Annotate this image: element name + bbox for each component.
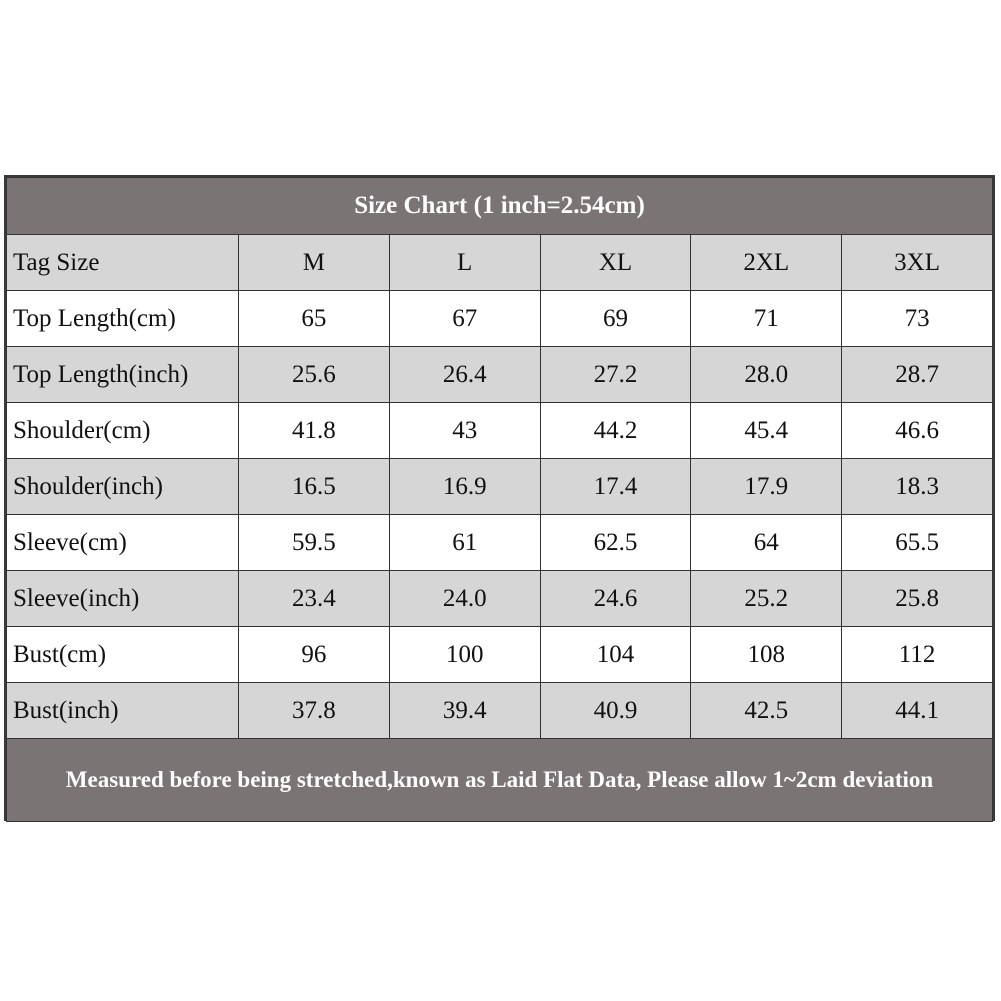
table-row <box>7 627 993 683</box>
table-row <box>7 291 993 347</box>
size-header-3xl: 3XL <box>842 235 993 291</box>
footer-note: Measured before being stretched,known as Laid Flat Data, Please allow 1~2cm deviation <box>7 739 993 822</box>
row-label: Shoulder(inch) <box>7 459 239 515</box>
table-cell: 17.9 <box>691 459 842 515</box>
row-label: Bust(cm) <box>7 627 239 683</box>
table-row <box>7 515 993 571</box>
table-cell: 25.8 <box>842 571 993 627</box>
table-row <box>7 459 993 515</box>
table-cell: 25.6 <box>239 347 390 403</box>
table-row <box>7 571 993 627</box>
table-cell: 69 <box>540 291 691 347</box>
table-cell: 23.4 <box>239 571 390 627</box>
row-label: Top Length(cm) <box>7 291 239 347</box>
table-cell: 17.4 <box>540 459 691 515</box>
table-cell: 42.5 <box>691 683 842 739</box>
table-cell: 28.7 <box>842 347 993 403</box>
table-cell: 40.9 <box>540 683 691 739</box>
table-cell: 62.5 <box>540 515 691 571</box>
tag-size-header: Tag Size <box>7 235 239 291</box>
table-row <box>7 683 993 739</box>
row-label: Bust(inch) <box>7 683 239 739</box>
table-cell: 25.2 <box>691 571 842 627</box>
table-row <box>7 347 993 403</box>
table-cell: 37.8 <box>239 683 390 739</box>
table-cell: 24.6 <box>540 571 691 627</box>
table-cell: 71 <box>691 291 842 347</box>
size-chart <box>4 175 995 821</box>
chart-title: Size Chart (1 inch=2.54cm) <box>7 178 993 235</box>
table-cell: 104 <box>540 627 691 683</box>
header-row <box>7 235 993 291</box>
table-cell: 65 <box>239 291 390 347</box>
size-table <box>6 177 993 822</box>
row-label: Sleeve(cm) <box>7 515 239 571</box>
table-cell: 65.5 <box>842 515 993 571</box>
table-cell: 108 <box>691 627 842 683</box>
table-cell: 61 <box>389 515 540 571</box>
size-header-m: M <box>239 235 390 291</box>
table-cell: 96 <box>239 627 390 683</box>
table-cell: 46.6 <box>842 403 993 459</box>
table-cell: 67 <box>389 291 540 347</box>
row-label: Top Length(inch) <box>7 347 239 403</box>
table-cell: 41.8 <box>239 403 390 459</box>
table-cell: 45.4 <box>691 403 842 459</box>
table-cell: 44.2 <box>540 403 691 459</box>
table-cell: 26.4 <box>389 347 540 403</box>
footer-row <box>7 739 993 822</box>
table-cell: 64 <box>691 515 842 571</box>
table-cell: 24.0 <box>389 571 540 627</box>
table-cell: 39.4 <box>389 683 540 739</box>
table-row <box>7 403 993 459</box>
row-label: Sleeve(inch) <box>7 571 239 627</box>
size-header-l: L <box>389 235 540 291</box>
table-cell: 27.2 <box>540 347 691 403</box>
table-cell: 16.5 <box>239 459 390 515</box>
size-header-xl: XL <box>540 235 691 291</box>
table-cell: 59.5 <box>239 515 390 571</box>
table-cell: 112 <box>842 627 993 683</box>
title-row <box>7 178 993 235</box>
table-cell: 100 <box>389 627 540 683</box>
table-cell: 18.3 <box>842 459 993 515</box>
table-cell: 44.1 <box>842 683 993 739</box>
table-cell: 43 <box>389 403 540 459</box>
table-cell: 73 <box>842 291 993 347</box>
table-cell: 16.9 <box>389 459 540 515</box>
size-header-2xl: 2XL <box>691 235 842 291</box>
table-cell: 28.0 <box>691 347 842 403</box>
row-label: Shoulder(cm) <box>7 403 239 459</box>
